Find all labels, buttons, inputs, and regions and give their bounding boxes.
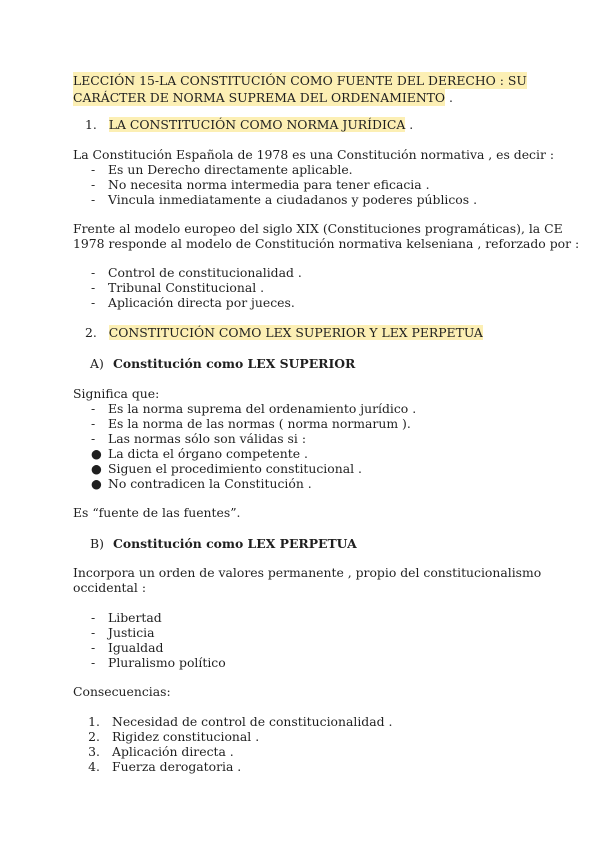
dash-marker: - xyxy=(91,655,96,670)
list-item-text: No necesita norma intermedia para tener eficacia . xyxy=(108,177,430,192)
dash-marker: - xyxy=(91,610,96,625)
numbered-item xyxy=(80,729,259,744)
item-text: Aplicación directa . xyxy=(112,744,234,759)
dash-marker: - xyxy=(91,177,96,192)
section-2-number: 2. xyxy=(85,325,97,340)
dash-marker: - xyxy=(91,162,96,177)
lesson-title xyxy=(73,72,533,106)
list-item-text: Igualdad xyxy=(108,640,164,655)
section-2-heading xyxy=(85,325,483,340)
list-item-text: Es un Derecho directamente aplicable. xyxy=(108,162,353,177)
bullet-dot-icon: ● xyxy=(91,461,102,476)
dash-marker: - xyxy=(91,280,96,295)
list-item-text: Es la norma de las normas ( norma normarum ). xyxy=(108,416,411,431)
list-item-text: Las normas sólo son válidas si : xyxy=(108,431,306,446)
frente-line-2: 1978 responde al modelo de Constitución normativa kelseniana , reforzado por : xyxy=(73,236,580,251)
item-number: 2. xyxy=(88,729,100,744)
significa-label: Significa que: xyxy=(73,386,160,401)
incorpora-line-2: occidental : xyxy=(73,580,146,595)
list-item-text: Vincula inmediatamente a ciudadanos y poderes públicos . xyxy=(108,192,478,207)
consecuencias-label: Consecuencias: xyxy=(73,684,171,699)
item-number: 1. xyxy=(88,714,100,729)
dash-marker: - xyxy=(91,431,96,446)
list-item-text: Control de constitucionalidad . xyxy=(108,265,302,280)
fuente-statement: Es “fuente de las fuentes”. xyxy=(73,505,241,520)
dash-marker: - xyxy=(91,401,96,416)
list-item-text: La dicta el órgano competente . xyxy=(108,446,308,461)
title-line-2: CARÁCTER DE NORMA SUPREMA DEL ORDENAMIENTO xyxy=(73,90,446,105)
numbered-item xyxy=(80,714,392,729)
section-1-tail: . xyxy=(405,117,414,132)
title-line-1: LECCIÓN 15-LA CONSTITUCIÓN COMO FUENTE DEL DERECHO : SU xyxy=(73,73,527,88)
dash-marker: - xyxy=(91,625,96,640)
item-text: Rigidez constitucional . xyxy=(112,729,260,744)
intro-paragraph: La Constitución Española de 1978 es una Constitución normativa , es decir : xyxy=(73,147,554,162)
subsection-b-letter: B) xyxy=(90,536,104,551)
subsection-a-letter: A) xyxy=(90,356,104,371)
dash-marker: - xyxy=(91,416,96,431)
dash-marker: - xyxy=(91,265,96,280)
list-item-text: Tribunal Constitucional . xyxy=(108,280,265,295)
item-text: Fuerza derogatoria . xyxy=(112,759,242,774)
title-end: . xyxy=(445,90,453,105)
list-item-text: Justicia xyxy=(108,625,155,640)
frente-line-1: Frente al modelo europeo del siglo XIX (Constituciones programáticas), la CE xyxy=(73,221,563,236)
list-item-text: Es la norma suprema del ordenamiento jurídico . xyxy=(108,401,417,416)
list-item-text: Aplicación directa por jueces. xyxy=(108,295,295,310)
section-2-label: CONSTITUCIÓN COMO LEX SUPERIOR Y LEX PERPETUA xyxy=(108,325,483,340)
dash-marker: - xyxy=(91,192,96,207)
subsection-a-heading xyxy=(90,356,355,371)
dash-marker: - xyxy=(91,640,96,655)
list-item-text: No contradicen la Constitución . xyxy=(108,476,312,491)
incorpora-line-1: Incorpora un orden de valores permanente , propio del constitucionalismo xyxy=(73,565,542,580)
section-1-heading xyxy=(85,117,413,132)
list-item-text: Libertad xyxy=(108,610,162,625)
numbered-item xyxy=(80,744,234,759)
list-item-text: Pluralismo político xyxy=(108,655,226,670)
subsection-b-heading xyxy=(90,536,357,551)
item-text: Necesidad de control de constitucionalidad . xyxy=(112,714,393,729)
subsection-b-label: Constitución como LEX PERPETUA xyxy=(112,536,357,551)
item-number: 4. xyxy=(88,759,100,774)
subsection-a-label: Constitución como LEX SUPERIOR xyxy=(112,356,356,371)
list-item-text: Siguen el procedimiento constitucional . xyxy=(108,461,362,476)
section-1-number: 1. xyxy=(85,117,97,132)
section-1-label: LA CONSTITUCIÓN COMO NORMA JURÍDICA xyxy=(108,117,406,132)
numbered-item xyxy=(80,759,241,774)
bullet-dot-icon: ● xyxy=(91,446,102,461)
item-number: 3. xyxy=(88,744,100,759)
bullet-dot-icon: ● xyxy=(91,476,102,491)
dash-marker: - xyxy=(91,295,96,310)
